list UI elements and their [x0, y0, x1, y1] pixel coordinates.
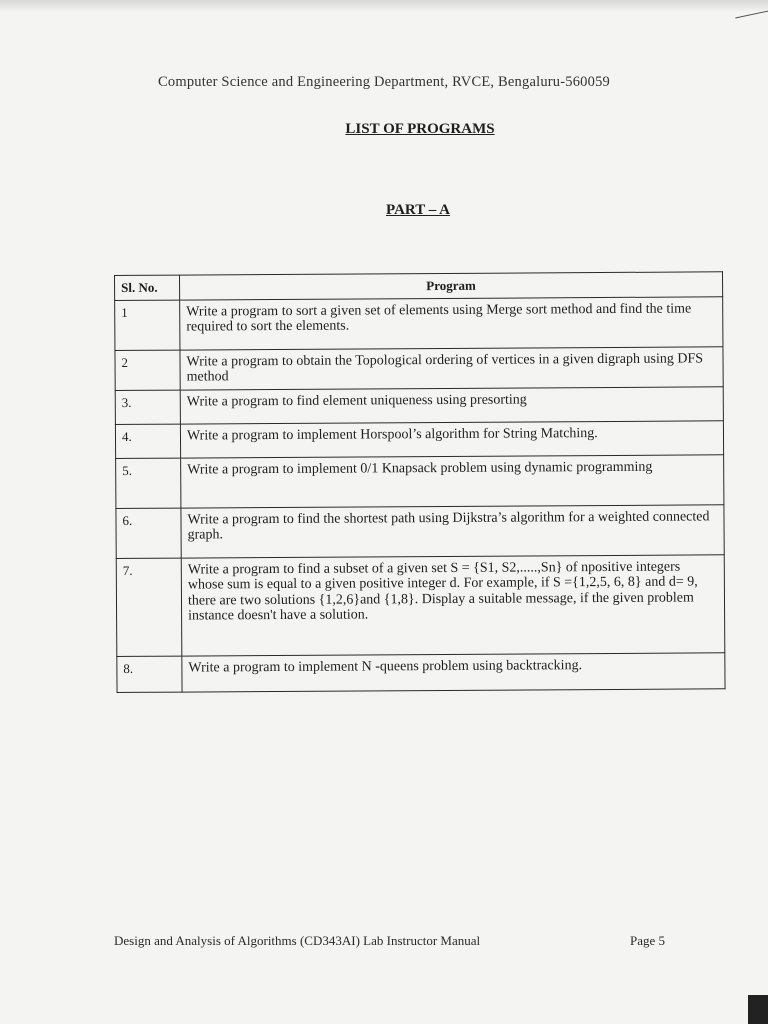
table-row: [115, 296, 723, 350]
program-cell: Write a program to sort a given set of elements using Merge sort method and find the time required to sort the elements.: [180, 296, 723, 349]
part-heading: PART – A: [386, 202, 450, 218]
table-row: [115, 346, 723, 390]
table-row: [116, 454, 724, 508]
sl-no-cell: 6.: [116, 508, 181, 558]
table-row: [117, 652, 725, 692]
program-cell: Write a program to implement Horspool’s algorithm for String Matching.: [180, 420, 723, 457]
sl-no-cell: 5.: [116, 458, 181, 508]
program-cell: Write a program to find element uniqueness using presorting: [180, 386, 723, 423]
program-cell: Write a program to find the shortest path using Dijkstra’s algorithm for a weighted connected graph.: [181, 504, 724, 557]
sl-no-cell: 3.: [115, 390, 180, 424]
sl-no-cell: 1: [115, 300, 180, 350]
table-row: [115, 420, 723, 458]
table-header-row: [115, 272, 723, 300]
column-header-sl-no: Sl. No.: [115, 275, 180, 300]
footer-manual-title: Design and Analysis of Algorithms (CD343AI) Lab Instructor Manual: [114, 933, 481, 948]
sl-no-cell: 8.: [117, 656, 182, 692]
program-cell: Write a program to implement 0/1 Knapsack problem using dynamic programming: [181, 454, 724, 507]
programs-table: [114, 271, 726, 692]
table-row: [116, 504, 724, 558]
sl-no-cell: 2: [115, 350, 180, 390]
column-header-program: Program: [180, 272, 723, 300]
sl-no-cell: 7.: [116, 558, 182, 656]
program-cell: Write a program to implement N -queens problem using backtracking.: [182, 652, 725, 691]
scan-corner: [748, 995, 768, 1024]
table-row: [115, 386, 723, 424]
page-title: LIST OF PROGRAMS: [345, 121, 495, 137]
department-header: Computer Science and Engineering Department, RVCE, Bengaluru-560059: [158, 74, 610, 90]
program-cell: Write a program to obtain the Topological ordering of vertices in a given digraph using DFS method: [180, 346, 723, 389]
table-row: [116, 554, 725, 656]
program-cell: Write a program to find a subset of a given set S = {S1, S2,.....,Sn} of npositive integers whose sum is equal to a given positive integer d. For example, if S ={1,2,5, 6, 8} and d= 9, there are two solutions {1,2,6}and {1,8}. Display a suitable message, if the given problem instance doesn't have a solution.: [181, 554, 725, 655]
footer-page-number: Page 5: [630, 933, 666, 948]
scan-shadow: [0, 0, 768, 12]
sl-no-cell: 4.: [115, 424, 180, 458]
